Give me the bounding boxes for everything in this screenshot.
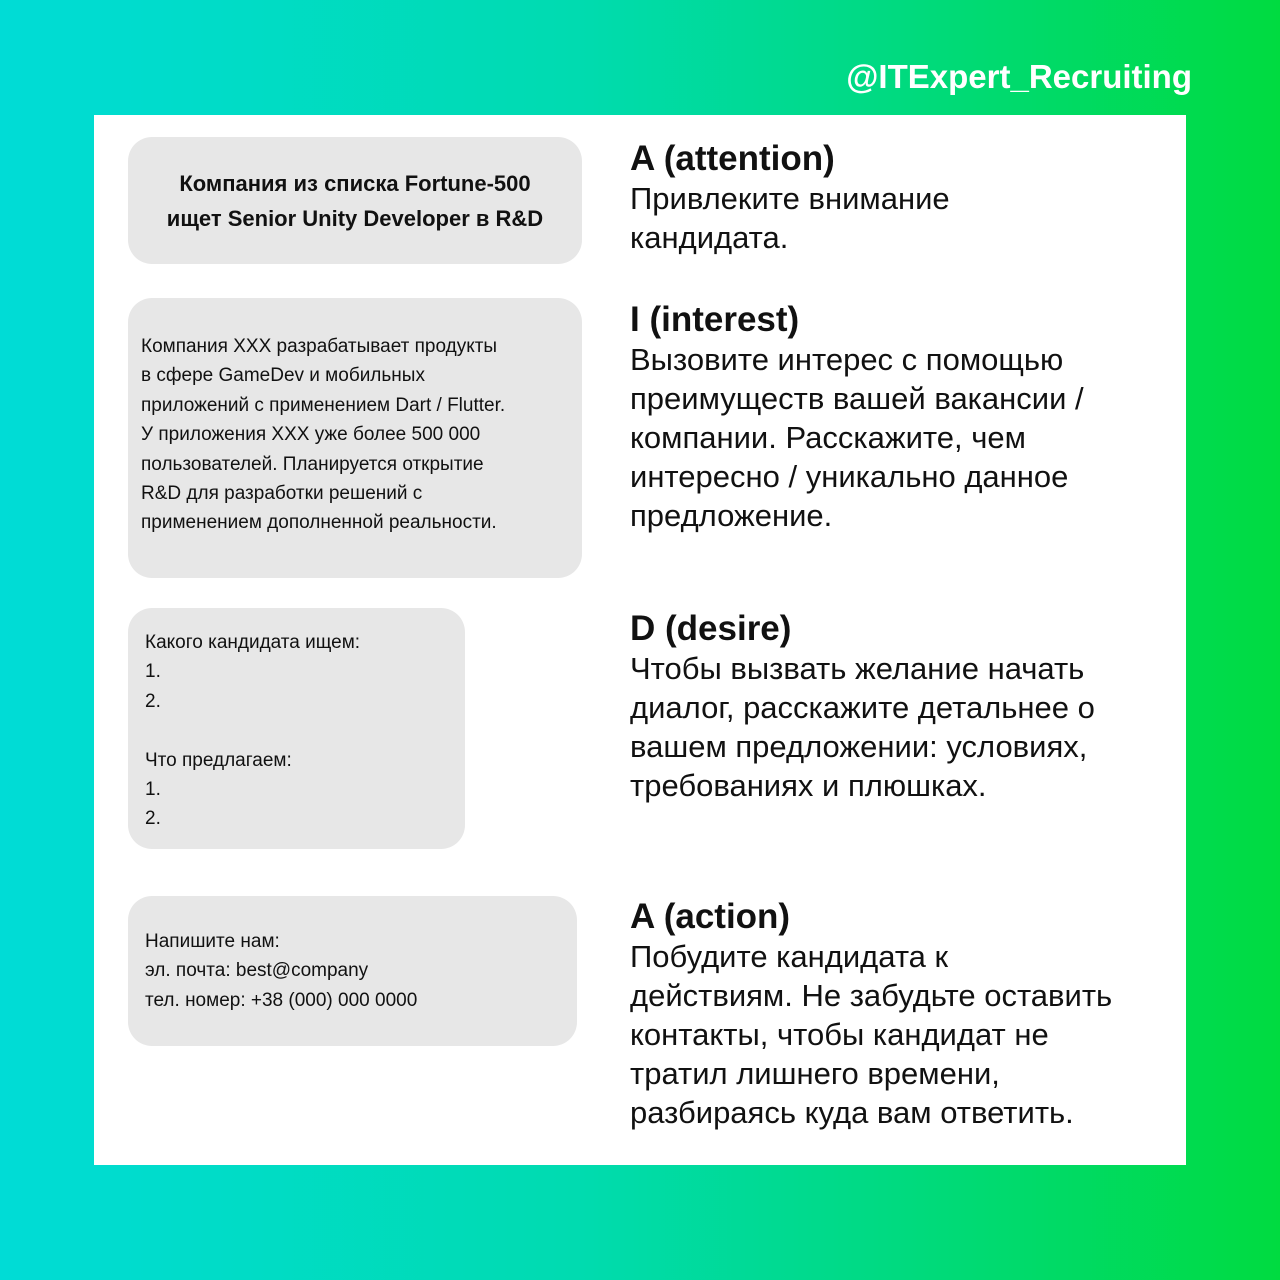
section-action bbox=[630, 897, 1180, 1132]
description-line: диалог, расскажите детальнее о bbox=[630, 690, 1095, 725]
description-line: Вызовите интерес с помощью bbox=[630, 342, 1064, 377]
candidate-item: 1. bbox=[145, 661, 161, 683]
description-line: интересно / уникально данное bbox=[630, 459, 1069, 494]
candidate-item: 2. bbox=[145, 690, 161, 712]
description-line: требованиях и плюшках. bbox=[630, 768, 987, 803]
example-interest-bubble bbox=[128, 298, 582, 578]
offer-item: 2. bbox=[145, 808, 161, 830]
section-description bbox=[630, 179, 1180, 257]
candidate-heading: Какого кандидата ищем: bbox=[145, 632, 361, 653]
example-line: R&D для разработки решений с bbox=[141, 483, 423, 505]
description-line: преимуществ вашей вакансии / bbox=[630, 381, 1084, 416]
description-line: Побудите кандидата к bbox=[630, 939, 949, 974]
section-title: A (attention) bbox=[630, 139, 835, 178]
description-line: кандидата. bbox=[630, 220, 789, 255]
brand-handle: @ITExpert_Recruiting bbox=[846, 58, 1192, 95]
example-line: в сфере GameDev и мобильных bbox=[141, 365, 425, 387]
description-line: контакты, чтобы кандидат не bbox=[630, 1017, 1049, 1052]
description-line: Чтобы вызвать желание начать bbox=[630, 651, 1085, 686]
section-attention bbox=[630, 139, 1180, 257]
contact-email: эл. почта: best@company bbox=[145, 960, 369, 982]
description-line: компании. Расскажите, чем bbox=[630, 420, 1026, 455]
description-line: предложение. bbox=[630, 498, 833, 533]
example-line: Компания из списка Fortune-500 bbox=[179, 170, 531, 196]
section-title: D (desire) bbox=[630, 609, 792, 648]
section-title: A (action) bbox=[630, 897, 791, 936]
example-line: применением дополненной реальности. bbox=[141, 512, 497, 534]
section-description bbox=[630, 649, 1180, 805]
description-line: тратил лишнего времени, bbox=[630, 1056, 1000, 1091]
section-title: I (interest) bbox=[630, 300, 800, 339]
example-line: ищет Senior Unity Developer в R&D bbox=[166, 205, 544, 231]
offer-heading: Что предлагаем: bbox=[145, 749, 292, 771]
example-line: Компания XXX разрабатывает продукты bbox=[141, 336, 498, 357]
section-desire bbox=[630, 609, 1180, 805]
description-line: действиям. Не забудьте оставить bbox=[630, 978, 1113, 1013]
example-line: приложений с применением Dart / Flutter. bbox=[141, 394, 506, 416]
section-description bbox=[630, 937, 1180, 1132]
description-line: разбираясь куда вам ответить. bbox=[630, 1095, 1074, 1130]
content-panel bbox=[94, 115, 1186, 1165]
example-action-bubble bbox=[128, 896, 577, 1046]
section-description bbox=[630, 340, 1180, 535]
spacer bbox=[145, 716, 453, 745]
contact-heading: Напишите нам: bbox=[145, 931, 280, 952]
example-attention-bubble bbox=[128, 137, 582, 264]
example-desire-bubble bbox=[128, 608, 465, 849]
section-interest bbox=[630, 300, 1180, 535]
offer-item: 1. bbox=[145, 779, 161, 801]
description-line: Привлеките внимание bbox=[630, 181, 950, 216]
example-line: пользователей. Планируется открытие bbox=[141, 453, 484, 475]
example-line: У приложения XXX уже более 500 000 bbox=[141, 424, 481, 446]
example-attention-text bbox=[167, 166, 543, 236]
description-line: вашем предложении: условиях, bbox=[630, 729, 1088, 764]
contact-phone: тел. номер: +38 (000) 000 0000 bbox=[145, 989, 418, 1011]
